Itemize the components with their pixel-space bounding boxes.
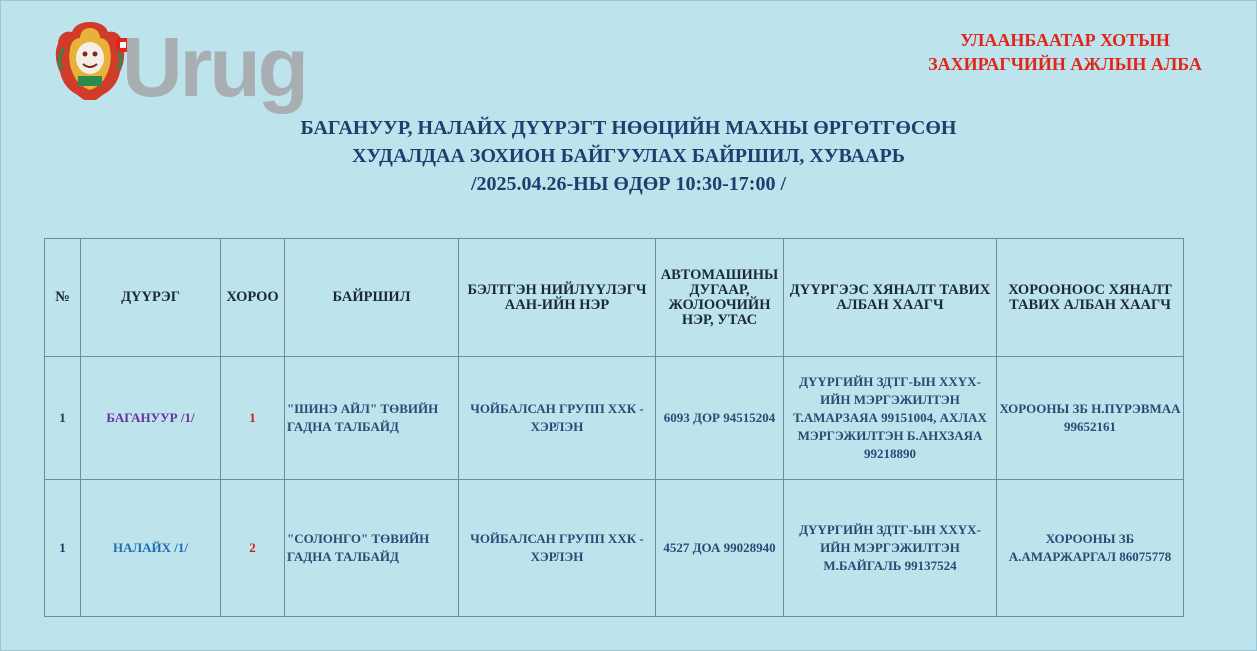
cell-district-officer: ДҮҮРГИЙН ЗДТГ-ЫН ХХҮХ-ИЙН МЭРГЭЖИЛТЭН М.БАЙГАЛЬ 99137524	[784, 480, 997, 617]
cell-district: БАГАНУУР /1/	[81, 357, 221, 480]
header-supplier: БЭЛТГЭН НИЙЛҮҮЛЭГЧ ААН-ИЙН НЭР	[459, 239, 656, 357]
cell-vehicle: 4527 ДОА 99028940	[656, 480, 784, 617]
header-location: БАЙРШИЛ	[285, 239, 459, 357]
cell-khoroo-officer: ХОРООНЫ ЗБ Н.ПҮРЭВМАА 99652161	[997, 357, 1184, 480]
logo-wordmark: Urug	[122, 20, 306, 114]
cell-district: НАЛАЙХ /1/	[81, 480, 221, 617]
cell-district-officer: ДҮҮРГИЙН ЗДТГ-ЫН ХХҮХ-ИЙН МЭРГЭЖИЛТЭН Т.АМАРЗАЯА 99151004, АХЛАХ МЭРГЭЖИЛТЭН Б.АНХЗАЯА 99218890	[784, 357, 997, 480]
cell-supplier: ЧОЙБАЛСАН ГРУПП ХХК - ХЭРЛЭН	[459, 480, 656, 617]
cell-khoroo: 2	[221, 480, 285, 617]
cell-khoroo-officer: ХОРООНЫ ЗБ А.АМАРЖАРГАЛ 86075778	[997, 480, 1184, 617]
header-vehicle: АВТОМАШИНЫ ДУГААР, ЖОЛООЧИЙН НЭР, УТАС	[656, 239, 784, 357]
table-row	[45, 480, 1184, 617]
urug-logo	[50, 16, 320, 116]
cell-khoroo: 1	[221, 357, 285, 480]
header-khoroo: ХОРОО	[221, 239, 285, 357]
org-line-2: ЗАХИРАГЧИЙН АЖЛЫН АЛБА	[928, 54, 1202, 74]
title-line-3: /2025.04.26-НЫ ӨДӨР 10:30-17:00 /	[470, 173, 787, 195]
cell-vehicle: 6093 ДОР 94515204	[656, 357, 784, 480]
ulaanbaatar-emblem-icon	[50, 18, 130, 102]
table-row	[45, 357, 1184, 480]
cell-location: "ШИНЭ АЙЛ" ТӨВИЙН ГАДНА ТАЛБАЙД	[285, 357, 459, 480]
cell-num: 1	[45, 357, 81, 480]
schedule-table	[44, 238, 1184, 617]
header-khoroo-officer: ХОРООНООС ХЯНАЛТ ТАВИХ АЛБАН ХААГЧ	[997, 239, 1184, 357]
title-line-1: БАГАНУУР, НАЛАЙХ ДҮҮРЭГТ НӨӨЦИЙН МАХНЫ ӨРГӨТГӨСӨН	[300, 117, 957, 139]
org-line-1: УЛААНБААТАР ХОТЫН	[960, 30, 1170, 50]
header-district-officer: ДҮҮРГЭЭС ХЯНАЛТ ТАВИХ АЛБАН ХААГЧ	[784, 239, 997, 357]
header-num: №	[45, 239, 81, 357]
cell-supplier: ЧОЙБАЛСАН ГРУПП ХХК - ХЭРЛЭН	[459, 357, 656, 480]
document-title	[0, 114, 1257, 198]
cell-location: "СОЛОНГО" ТӨВИЙН ГАДНА ТАЛБАЙД	[285, 480, 459, 617]
table-header-row	[45, 239, 1184, 357]
title-line-2: ХУДАЛДАА ЗОХИОН БАЙГУУЛАХ БАЙРШИЛ, ХУВААРЬ	[352, 145, 905, 167]
organization-name	[905, 28, 1225, 76]
header-district: ДҮҮРЭГ	[81, 239, 221, 357]
cell-num: 1	[45, 480, 81, 617]
